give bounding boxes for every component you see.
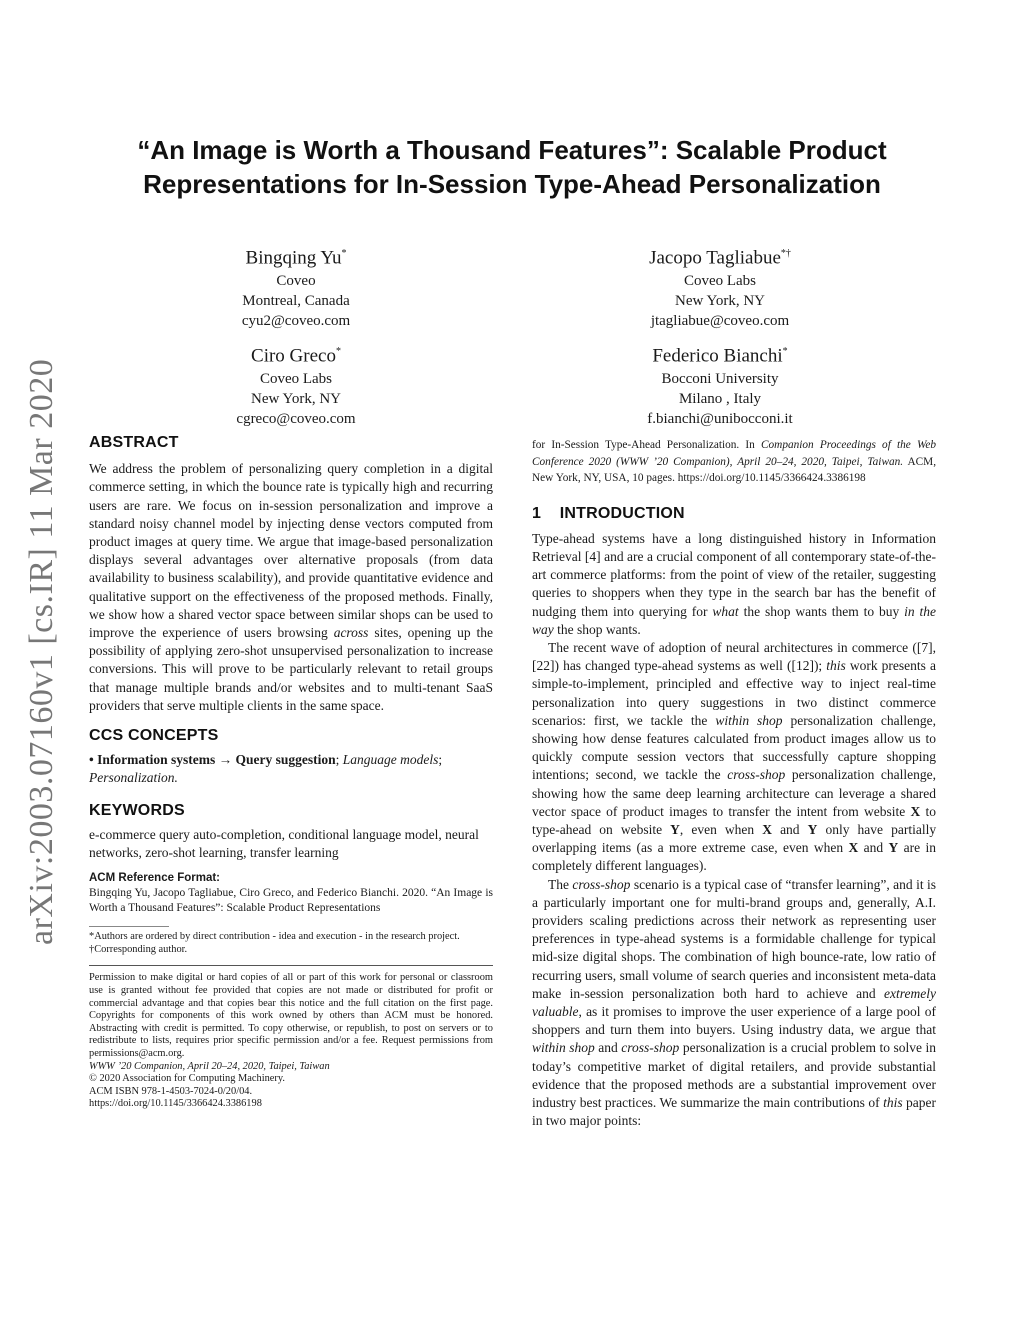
author-name: Federico Bianchi	[652, 345, 783, 367]
abstract-heading: ABSTRACT	[89, 434, 179, 451]
author-block-tagliabue	[600, 242, 840, 331]
title-line-2: Representations for In-Session Type-Ahead Personalization	[143, 169, 881, 199]
abstract-text: We address the problem of personalizing query completion in a digital commerce setting, in which the bounce rate is typically high and recurring users are rare. We focus on in-session personalization and improve a standard noisy channel model by injecting dense vectors computed from product images at query time. We argue that image-based personalization displays several advantages over alternative proposals (from data availability to business scalability), and provide quantitative evidence and qualitative support on the effectiveness of the proposed methods. Finally, we show how a shared vector space between similar shops can be used to improve the experience of users browsing across sites, opening up the possibility of applying zero-shot unsupervised personalization to increase conversions. This will prove to be particularly relevant to retail groups that manage multiple brands and/or websites and to multi-tenant SaaS providers that serve multiple clients in the same space.	[89, 461, 493, 713]
author-block-yu	[196, 242, 396, 331]
author-mark: *	[341, 248, 347, 259]
footnote-corresponding: †Corresponding author.	[89, 943, 188, 955]
author-name: Ciro Greco	[251, 345, 336, 367]
footnote-rule	[89, 926, 169, 927]
acm-reference-continued: for In-Session Type-Ahead Personalization. In Companion Proceedings of the Web Conference 2020 (WWW ’20 Companion), April 20–24, 2020, Taipei, Taiwan. ACM, New York, NY, USA, 10 pages. https://doi.org/10.1145/3366424.3386198	[532, 439, 937, 484]
author-mark: *†	[780, 248, 791, 259]
footnote-authors-order: *Authors are ordered by direct contribution - idea and execution - in the research project.	[89, 931, 460, 943]
acm-reference-text: Bingqing Yu, Jacopo Tagliabue, Ciro Greco, and Federico Bianchi. 2020. “An Image is Worth a Thousand Features”: Scalable Product Representations	[89, 887, 493, 915]
arxiv-identifier: arXiv:2003.07160v1 [cs.IR] 11 Mar 2020	[23, 358, 60, 945]
keywords-text: e-commerce query auto-completion, conditional language model, neural networks, zero-shot learning, transfer learning	[89, 826, 479, 861]
author-location: New York, NY	[250, 391, 341, 408]
paper-title	[80, 133, 944, 201]
author-block-bianchi	[600, 340, 840, 429]
copyright-line: © 2020 Association for Computing Machinery.	[89, 1073, 285, 1085]
ccs-concepts: • Information systems → Query suggestion; Language models; Personalization.	[89, 752, 443, 786]
doi-link[interactable]: https://doi.org/10.1145/3366424.3386198	[89, 1098, 262, 1110]
author-mark: *	[335, 346, 341, 357]
title-line-1: “An Image is Worth a Thousand Features”: Scalable Product	[137, 135, 887, 165]
author-affiliation: Coveo	[276, 273, 316, 290]
author-location: New York, NY	[674, 293, 765, 310]
author-name: Bingqing Yu	[245, 247, 342, 269]
right-column	[532, 437, 936, 1130]
intro-paragraph-2: The recent wave of adoption of neural architectures in commerce ([7], [22]) has changed type-ahead systems as well ([12]); this work presents a simple-to-implement, principled and effective way to inject real-time personalization into query suggestions in two distinct commerce scenarios: first, we tackle the within shop personalization challenge, showing how dense features calculated from product images allow us to quickly compute session vectors that successfully capture shopping intentions; second, we tackle the cross-shop personalization challenge, showing how the same deep learning architecture can leverage a shared vector space of product images to transfer the intent from website X to type-ahead on website Y, even when X and Y only have partially overlapping items (as a more extreme case, even when X and Y are in completely different languages).	[532, 639, 937, 874]
author-email: cyu2@coveo.com	[241, 313, 351, 330]
intro-paragraph-3: The cross-shop scenario is a typical case of “transfer learning”, and it is a particularly important one for multi-brand groups and, generally, A.I. providers scaling predictions across their network as representing user preferences in type-ahead systems is a formidable challenge for typical mid-size digital shops. The combination of high bounce-rate, low ratio of recurring users, small volume of search queries and inconsistent meta-data make in-session personalization both hard to achieve and extremely valuable, as it promises to improve the user experience of a large pool of shoppers and turn them into buyers. Using industry data, we argue that within shop and cross-shop personalization is a crucial problem to solve in today’s competitive market of digital retailers, and provide substantial evidence that the proposed methods are a substantial improvement over industry best practices. We summarize the main contributions of this paper in two major points:	[532, 876, 937, 1129]
author-mark: *	[782, 346, 788, 357]
introduction-heading: 1 INTRODUCTION	[532, 504, 685, 522]
author-affiliation: Bocconi University	[661, 371, 779, 388]
author-affiliation: Coveo Labs	[259, 371, 333, 388]
acm-reference-heading: ACM Reference Format:	[89, 872, 220, 885]
keywords-heading: KEYWORDS	[89, 801, 185, 819]
intro-paragraph-1: Type-ahead systems have a long distinguished history in Information Retrieval [4] and are a crucial component of all contemporary state-of-the-art commerce platforms: from the point of view of the retailer, suggesting queries to shoppers when they type in the search bar has the benefit of nudging them into querying for what the shop wants them to buy in the way the shop wants.	[532, 530, 937, 637]
left-column	[89, 434, 493, 1111]
author-name: Jacopo Tagliabue	[649, 247, 781, 269]
author-block-greco	[196, 340, 396, 429]
venue-line: WWW ’20 Companion, April 20–24, 2020, Taipei, Taiwan	[89, 1060, 330, 1072]
author-location: Montreal, Canada	[242, 293, 350, 310]
author-affiliation: Coveo Labs	[683, 273, 757, 290]
ccs-heading: CCS CONCEPTS	[89, 727, 219, 745]
author-location: Milano , Italy	[678, 391, 762, 408]
permission-text: Permission to make digital or hard copies of all or part of this work for personal or classroom use is granted without fee provided that copies are not made or distributed for profit or commercial advantage and that copies bear this notice and the full citation on the first page. Copyrights for components of this work owned by others than ACM must be honored. Abstracting with credit is permitted. To copy otherwise, or republish, to post on servers or to redistribute to lists, requires prior specific permission and/or a fee. Request permissions from permissions@acm.org.	[89, 972, 493, 1060]
permission-rule	[89, 965, 493, 966]
author-email: cgreco@coveo.com	[236, 411, 356, 428]
author-email: f.bianchi@unibocconi.it	[647, 411, 793, 428]
author-email: jtagliabue@coveo.com	[650, 313, 790, 330]
isbn-line: ACM ISBN 978-1-4503-7024-0/20/04.	[89, 1085, 253, 1097]
